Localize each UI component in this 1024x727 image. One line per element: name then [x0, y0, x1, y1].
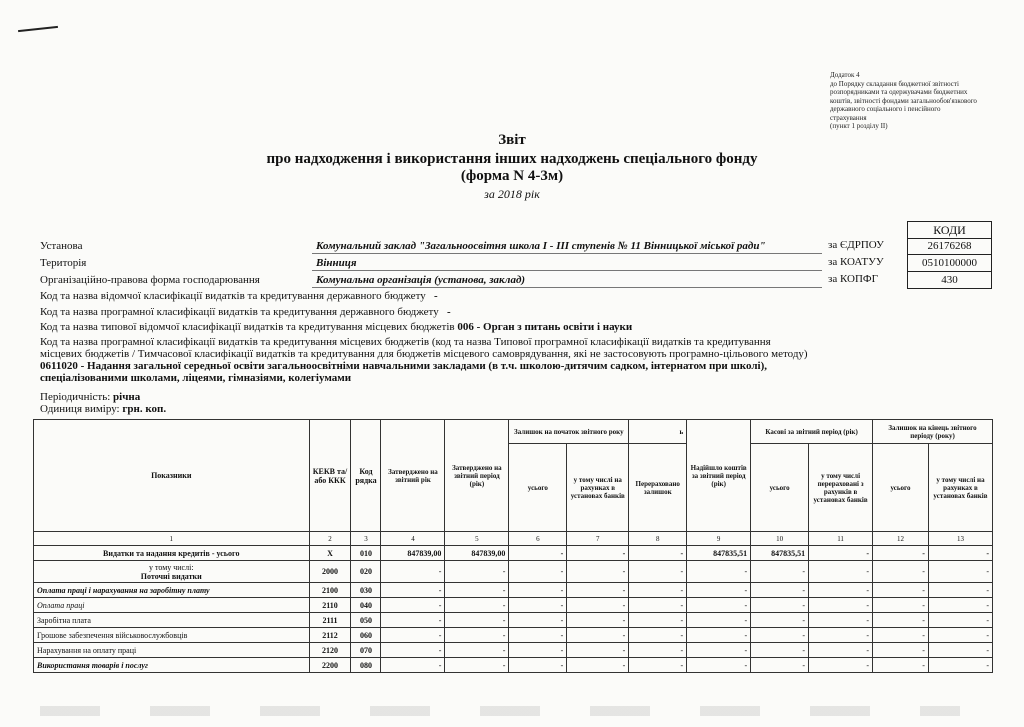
cell-kekv: 2200 [309, 658, 351, 673]
cell-c10: - [751, 643, 809, 658]
cell-code: 020 [351, 561, 381, 583]
column-number: 10 [751, 532, 809, 546]
cell-c6: - [509, 643, 567, 658]
cell-c4: - [381, 658, 445, 673]
row-name-text: Видатки та надання кредитів - усього [103, 548, 240, 558]
table-row [34, 628, 993, 643]
header-dot: ь [629, 420, 687, 444]
cell-c12: - [873, 613, 929, 628]
row-name-text: Грошове забезпечення військовослужбовців [37, 630, 188, 640]
row-name [34, 613, 310, 628]
appendix-note [830, 71, 1005, 131]
column-number: 9 [687, 532, 751, 546]
cell-c4: - [381, 583, 445, 598]
cell-c13: - [928, 613, 992, 628]
appendix-line: коштів, звітності фондами загальнообов'язкового [830, 96, 977, 105]
kopfg-label: за КОПФГ [828, 273, 878, 285]
row-name-text: Оплата праці і нарахування на заробітну плату [37, 585, 210, 595]
koatuu-code: 0510100000 [907, 255, 992, 272]
column-number: 2 [309, 532, 351, 546]
cell-c8: - [629, 598, 687, 613]
cell-kekv: 2110 [309, 598, 351, 613]
classification-text: Код та назва програмної класифікації видатків та кредитування державного бюджету [40, 306, 439, 318]
appendix-line: Додаток 4 [830, 71, 860, 79]
classification-line-4a: Код та назва програмної класифікації видатків та кредитування місцевих бюджетів (код та назва Типової програмної класифікації видатків та кредитування [40, 336, 771, 348]
cell-c9: - [687, 598, 751, 613]
cell-c11: - [809, 583, 873, 598]
cell-kekv: 2120 [309, 643, 351, 658]
cell-c8: - [629, 643, 687, 658]
header-balance-start: Залишок на початок звітного року [509, 420, 629, 444]
classification-value: - [433, 290, 438, 302]
header-total: усього [751, 444, 809, 532]
classification-line-4d: спеціалізованими школами, ліцеями, гімназіями, колегіумами [40, 372, 352, 384]
cell-c7: - [567, 628, 629, 643]
unit [40, 403, 166, 415]
periodicity [40, 391, 140, 403]
appendix-line: державного соціального і пенсійного [830, 105, 941, 113]
cell-c5: - [445, 613, 509, 628]
underline [312, 253, 822, 254]
classification-line-1 [40, 290, 438, 302]
cell-code: 030 [351, 583, 381, 598]
cell-c8: - [629, 561, 687, 583]
cell-c4: - [381, 561, 445, 583]
cell-kekv: 2112 [309, 628, 351, 643]
cell-kekv: 2111 [309, 613, 351, 628]
table-row [34, 598, 993, 613]
header-kekv: КЕКВ та/або ККК [309, 420, 351, 532]
institution-label: Установа [40, 240, 83, 252]
row-name-subtext: Поточні видатки [140, 571, 202, 581]
classification-line-3 [40, 321, 632, 333]
cell-c5: - [445, 658, 509, 673]
report-period: за 2018 рік [484, 187, 540, 201]
cell-c9: - [687, 628, 751, 643]
table-row [34, 643, 993, 658]
cell-code: 070 [351, 643, 381, 658]
appendix-line: розпорядниками та одержувачами бюджетних [830, 88, 968, 96]
cell-c6: - [509, 546, 567, 561]
cell-c4: 847839,00 [381, 546, 445, 561]
row-name [34, 658, 310, 673]
cell-c7: - [567, 583, 629, 598]
cell-c8: - [629, 613, 687, 628]
cell-c12: - [873, 561, 929, 583]
blurred-footer [40, 706, 960, 716]
header-approved-year: Затверджено на звітний рік [381, 420, 445, 532]
cell-c10: - [751, 613, 809, 628]
header-in-banks: у тому числі на рахунках в установах банків [567, 444, 629, 532]
cell-code: 060 [351, 628, 381, 643]
cell-c11: - [809, 598, 873, 613]
cell-c11: - [809, 613, 873, 628]
row-name [34, 643, 310, 658]
row-name-text: Нарахування на оплату праці [37, 645, 137, 655]
unit-label: Одиниця виміру: [40, 403, 120, 415]
cell-code: 080 [351, 658, 381, 673]
institution-value: Комунальний заклад "Загальноосвітня школа І - ІІІ ступенів № 11 Вінницької міської ради" [316, 240, 766, 252]
header-approved-period: Затверджено на звітний період (рік) [445, 420, 509, 532]
column-numbers-row [34, 532, 993, 546]
periodicity-value: річна [113, 391, 141, 403]
table-row [34, 583, 993, 598]
header-cash-banks: у тому числі перераховані з рахунків в установах банків [809, 444, 873, 532]
row-name-text: Заробітна плата [37, 615, 91, 625]
header-total: усього [873, 444, 929, 532]
row-name [34, 583, 310, 598]
cell-c13: - [928, 546, 992, 561]
cell-c9: - [687, 643, 751, 658]
row-name [34, 628, 310, 643]
classification-line-2 [40, 306, 451, 318]
codes-title: КОДИ [907, 221, 992, 239]
row-name-text: Оплата праці [37, 600, 85, 610]
cell-c7: - [567, 613, 629, 628]
appendix-line: (пункт 1 розділу II) [830, 122, 888, 130]
cell-kekv: 2100 [309, 583, 351, 598]
cell-c10: 847835,51 [751, 546, 809, 561]
cell-c5: - [445, 561, 509, 583]
row-name [34, 546, 310, 561]
header-transferred: Перераховано залишок [629, 444, 687, 532]
cell-code: 040 [351, 598, 381, 613]
cell-c11: - [809, 561, 873, 583]
header-received: Надійшло коштів за звітний період (рік) [687, 420, 751, 532]
column-number: 11 [809, 532, 873, 546]
header-total: усього [509, 444, 567, 532]
header-balance-end: Залишок на кінець звітного періоду (року) [873, 420, 993, 444]
unit-value: грн. коп. [122, 403, 167, 415]
cell-c13: - [928, 658, 992, 673]
cell-c10: - [751, 628, 809, 643]
column-number: 6 [509, 532, 567, 546]
classification-text: Код та назва типової відомчої класифікації видатків та кредитування місцевих бюджетів [40, 321, 455, 333]
cell-c4: - [381, 643, 445, 658]
cell-c12: - [873, 643, 929, 658]
column-number: 13 [928, 532, 992, 546]
classification-value: - [446, 306, 451, 318]
cell-c6: - [509, 583, 567, 598]
column-number: 3 [351, 532, 381, 546]
org-form-label: Організаційно-правова форма господарювання [40, 274, 260, 286]
report-title: Звіт [498, 132, 526, 148]
org-form-value: Комунальна організація (установа, заклад) [316, 274, 526, 286]
table-row [34, 546, 993, 561]
cell-c7: - [567, 658, 629, 673]
row-name [34, 561, 310, 583]
cell-c11: - [809, 643, 873, 658]
table-row [34, 658, 993, 673]
cell-c5: - [445, 583, 509, 598]
cell-c4: - [381, 628, 445, 643]
cell-c10: - [751, 583, 809, 598]
cell-c6: - [509, 613, 567, 628]
cell-c10: - [751, 598, 809, 613]
cell-c8: - [629, 546, 687, 561]
cell-c12: - [873, 583, 929, 598]
cell-c4: - [381, 613, 445, 628]
cell-c6: - [509, 561, 567, 583]
column-number: 12 [873, 532, 929, 546]
column-number: 4 [381, 532, 445, 546]
territory-label: Територія [40, 257, 87, 269]
header-code: Код рядка [351, 420, 381, 532]
scan-artifact [18, 26, 58, 32]
periodicity-label: Періодичність: [40, 391, 111, 403]
cell-c12: - [873, 658, 929, 673]
underline [312, 287, 822, 288]
koatuu-label: за КОАТУУ [828, 256, 884, 268]
row-name-text: Використання товарів і послуг [37, 660, 148, 670]
edrpou-code: 26176268 [907, 238, 992, 255]
row-name-text: у тому числі: [148, 562, 194, 572]
cell-c13: - [928, 628, 992, 643]
territory-value: Вінниця [316, 257, 357, 269]
cell-c8: - [629, 658, 687, 673]
header-indicators: Показники [34, 420, 310, 532]
table-row [34, 613, 993, 628]
cell-code: 010 [351, 546, 381, 561]
cell-c9: - [687, 561, 751, 583]
table-body [34, 546, 993, 673]
cell-c12: - [873, 598, 929, 613]
cell-c7: - [567, 546, 629, 561]
appendix-line: страхування [830, 113, 867, 122]
cell-c9: - [687, 583, 751, 598]
classification-text: Код та назва відомчої класифікації видатків та кредитування державного бюджету [40, 290, 426, 302]
cell-c9: - [687, 658, 751, 673]
cell-c4: - [381, 598, 445, 613]
cell-c6: - [509, 658, 567, 673]
classification-line-4b: місцевих бюджетів / Тимчасової класифікації видатків та кредитування для бюджетів місцевого самоврядування, які не застосовують програмно-цільового методу) [40, 348, 808, 360]
kopfg-code: 430 [907, 272, 992, 289]
column-number: 8 [629, 532, 687, 546]
cell-c11: - [809, 628, 873, 643]
cell-c8: - [629, 583, 687, 598]
cell-code: 050 [351, 613, 381, 628]
classification-value: 006 - Орган з питань освіти і науки [457, 321, 633, 333]
column-number: 5 [445, 532, 509, 546]
cell-c7: - [567, 598, 629, 613]
cell-c11: - [809, 658, 873, 673]
cell-c13: - [928, 561, 992, 583]
cell-c9: - [687, 613, 751, 628]
cell-c12: - [873, 546, 929, 561]
cell-c5: - [445, 628, 509, 643]
edrpou-label: за ЄДРПОУ [828, 239, 884, 251]
header-in-banks: у тому числі на рахунках в установах банків [928, 444, 992, 532]
cell-c5: - [445, 643, 509, 658]
report-form: (форма N 4-3м) [460, 168, 564, 184]
report-subtitle: про надходження і використання інших надходжень спеціального фонду [266, 151, 758, 167]
report-table [33, 419, 993, 673]
cell-c6: - [509, 598, 567, 613]
cell-kekv: X [309, 546, 351, 561]
underline [312, 270, 822, 271]
cell-c7: - [567, 561, 629, 583]
cell-c9: 847835,51 [687, 546, 751, 561]
header-cash: Касові за звітний період (рік) [751, 420, 873, 444]
cell-c10: - [751, 658, 809, 673]
cell-c8: - [629, 628, 687, 643]
cell-c13: - [928, 598, 992, 613]
appendix-line: до Порядку складання бюджетної звітності [830, 79, 959, 88]
cell-c5: - [445, 598, 509, 613]
row-name [34, 598, 310, 613]
cell-c7: - [567, 643, 629, 658]
cell-c13: - [928, 643, 992, 658]
cell-c13: - [928, 583, 992, 598]
table-row [34, 561, 993, 583]
classification-line-4c: 0611020 - Надання загальної середньої освіти загальноосвітніми навчальними закладами (в т.ч. школою-дитячим садком, інтернатом при школі), [40, 360, 767, 372]
column-number: 1 [34, 532, 310, 546]
cell-c12: - [873, 628, 929, 643]
cell-c11: - [809, 546, 873, 561]
cell-c5: 847839,00 [445, 546, 509, 561]
cell-c10: - [751, 561, 809, 583]
cell-kekv: 2000 [309, 561, 351, 583]
cell-c6: - [509, 628, 567, 643]
column-number: 7 [567, 532, 629, 546]
